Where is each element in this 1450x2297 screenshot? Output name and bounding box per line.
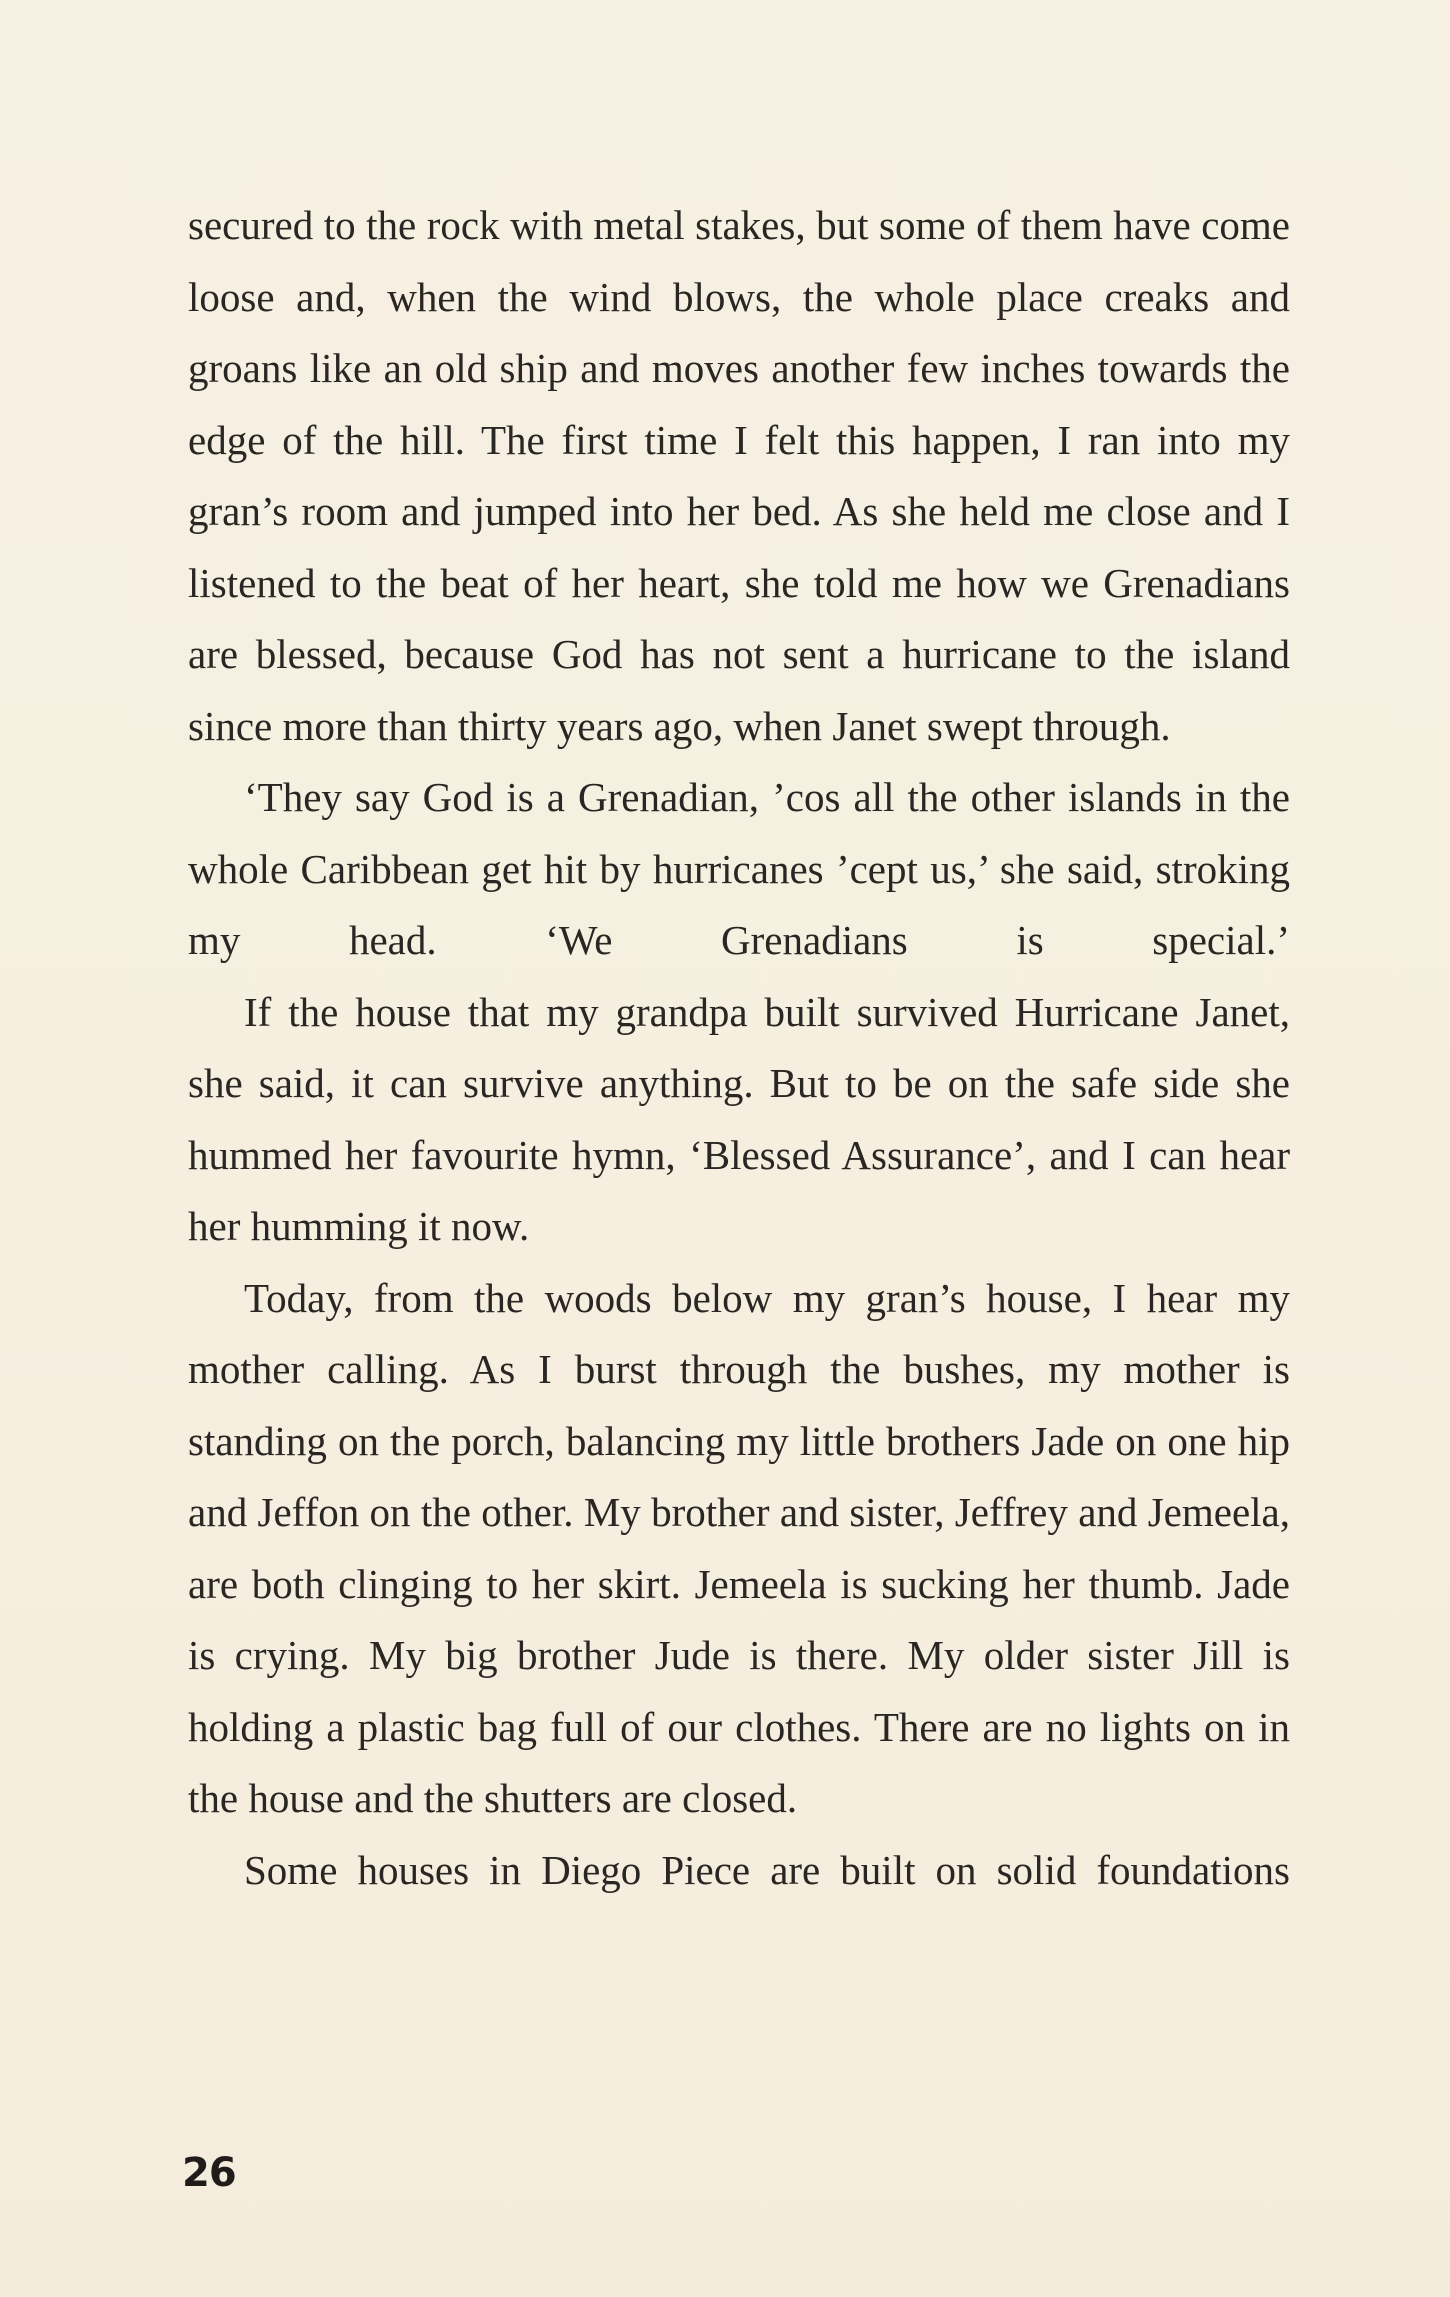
paragraph-1: secured to the rock with metal stakes, but some of them have come loose and, when the wind blows, the whole place creaks and groans like an old ship and moves another few inches towards the edge of the hill. The first time I felt this happen, I ran into my gran’s room and jumped into her bed. As she held me close and I listened to the beat of her heart, she told me how we Grenadians are blessed, because God has not sent a hurricane to the island since more than thirty years ago, when Janet swept through.: [188, 202, 1290, 749]
paragraph-3: If the house that my grandpa built survived Hurricane Janet, she said, it can survive anything. But to be on the safe side she hummed her favourite hymn, ‘Blessed Assurance’, and I can hear her humming it now.: [188, 988, 1290, 1249]
paragraph-5: Some houses in Diego Piece are built on solid foundations: [244, 1846, 1290, 1893]
paragraph-4: Today, from the woods below my gran’s house, I hear my mother calling. As I burst through the bushes, my mother is standing on the porch, balancing my little brothers Jade on one hip and Jeffon on the other. My brother and sister, Jeffrey and Jemeela, are both clinging to her skirt. Jemeela is sucking her thumb. Jade is crying. My big brother Jude is there. My older sister Jill is holding a plastic bag full of our clothes. There are no lights on in the house and the shutters are closed.: [188, 1274, 1290, 1821]
page-number: 26: [182, 2150, 236, 2196]
body-text: [188, 190, 1290, 1906]
paragraph-2: ‘They say God is a Grenadian, ’cos all the other islands in the whole Caribbean get hit by hurricanes ’cept us,’ she said, stroking my head. ‘We Grenadians is special.’: [188, 774, 1290, 963]
